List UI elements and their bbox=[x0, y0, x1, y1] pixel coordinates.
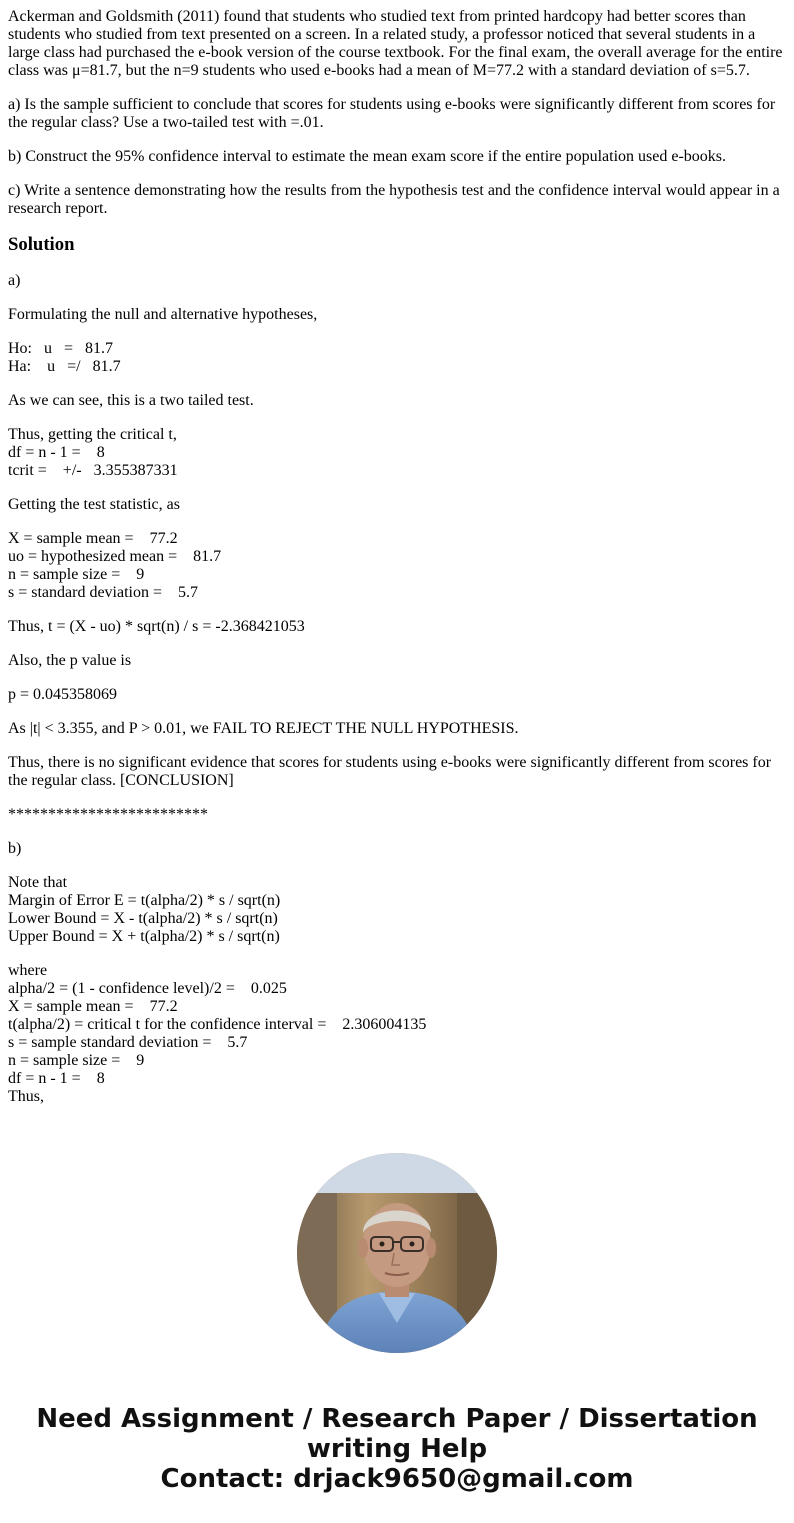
solution-heading: Solution bbox=[8, 234, 75, 255]
footer-line-2: writing Help bbox=[306, 1434, 488, 1464]
decision-text: As |t| < 3.355, and P > 0.01, we FAIL TO REJECT THE NULL HYPOTHESIS. bbox=[8, 720, 519, 737]
null-hypothesis: Ho: u = 81.7 bbox=[8, 340, 114, 357]
alpha-half: alpha/2 = (1 - confidence level)/2 = 0.025 bbox=[8, 980, 287, 997]
standard-deviation: s = standard deviation = 5.7 bbox=[8, 584, 199, 601]
hypotheses-block bbox=[8, 340, 786, 376]
params-block bbox=[8, 530, 786, 602]
t-critical: tcrit = +/- 3.355387331 bbox=[8, 462, 178, 479]
degrees-of-freedom: df = n - 1 = 8 bbox=[8, 444, 105, 461]
critical-intro: Thus, getting the critical t, bbox=[8, 426, 177, 443]
upper-bound-formula: Upper Bound = X + t(alpha/2) * s / sqrt(n) bbox=[8, 928, 280, 945]
where-text: where bbox=[8, 962, 48, 979]
sample-size: n = sample size = 9 bbox=[8, 566, 145, 583]
solution-b-label: b) bbox=[8, 840, 22, 857]
test-stat-intro: Getting the test statistic, as bbox=[8, 496, 180, 513]
separator: ************************* bbox=[8, 806, 208, 823]
sample-mean-b: X = sample mean = 77.2 bbox=[8, 998, 178, 1015]
sample-size-b: n = sample size = 9 bbox=[8, 1052, 145, 1069]
problem-part-c: c) Write a sentence demonstrating how the results from the hypothesis test and the confidence interval would appear in a research report. bbox=[8, 182, 780, 217]
lower-bound-formula: Lower Bound = X - t(alpha/2) * s / sqrt(n) bbox=[8, 910, 278, 927]
alt-hypothesis: Ha: u =/ 81.7 bbox=[8, 358, 121, 375]
p-value: p = 0.045358069 bbox=[8, 686, 118, 703]
hypothesized-mean: uo = hypothesized mean = 81.7 bbox=[8, 548, 222, 565]
problem-part-b: b) Construct the 95% confidence interval to estimate the mean exam score if the entire population used e-books. bbox=[8, 148, 726, 165]
sample-mean: X = sample mean = 77.2 bbox=[8, 530, 178, 547]
author-photo bbox=[297, 1153, 497, 1353]
document-body bbox=[8, 8, 786, 1122]
portrait-image bbox=[297, 1153, 497, 1353]
formulating-text: Formulating the null and alternative hypotheses, bbox=[8, 306, 318, 323]
t-statistic: Thus, t = (X - uo) * sqrt(n) / s = -2.368421053 bbox=[8, 618, 305, 635]
note-that: Note that bbox=[8, 874, 68, 891]
footer-line-1: Need Assignment / Research Paper / Dissertation bbox=[36, 1404, 758, 1434]
problem-intro: Ackerman and Goldsmith (2011) found that students who studied text from printed hardcopy had better scores than students who studied from text presented on a screen. In a related study, a professor noticed that several students in a large class had purchased the e-book version of the course textbook. For the final exam, the overall average for the entire class was μ=81.7, but the n=9 students who used e-books had a mean of M=77.2 with a standard deviation of s=5.7. bbox=[8, 8, 783, 79]
thus-text: Thus, bbox=[8, 1088, 44, 1105]
sample-sd-b: s = sample standard deviation = 5.7 bbox=[8, 1034, 248, 1051]
degrees-of-freedom-b: df = n - 1 = 8 bbox=[8, 1070, 105, 1087]
critical-block bbox=[8, 426, 786, 480]
formula-block bbox=[8, 874, 786, 946]
t-alpha-half: t(alpha/2) = critical t for the confidence interval = 2.306004135 bbox=[8, 1016, 427, 1033]
problem-part-a: a) Is the sample sufficient to conclude that scores for students using e-books were significantly different from scores for the regular class? Use a two-tailed test with =.01. bbox=[8, 96, 776, 131]
footer-banner bbox=[0, 1404, 794, 1494]
conclusion-text: Thus, there is no significant evidence that scores for students using e-books were significantly different from scores for the regular class. [CONCLUSION] bbox=[8, 754, 772, 789]
where-block bbox=[8, 962, 786, 1106]
p-intro: Also, the p value is bbox=[8, 652, 132, 669]
margin-of-error-formula: Margin of Error E = t(alpha/2) * s / sqrt(n) bbox=[8, 892, 281, 909]
solution-a-label: a) bbox=[8, 272, 21, 289]
two-tailed-text: As we can see, this is a two tailed test. bbox=[8, 392, 254, 409]
footer-contact: Contact: drjack9650@gmail.com bbox=[160, 1464, 634, 1494]
